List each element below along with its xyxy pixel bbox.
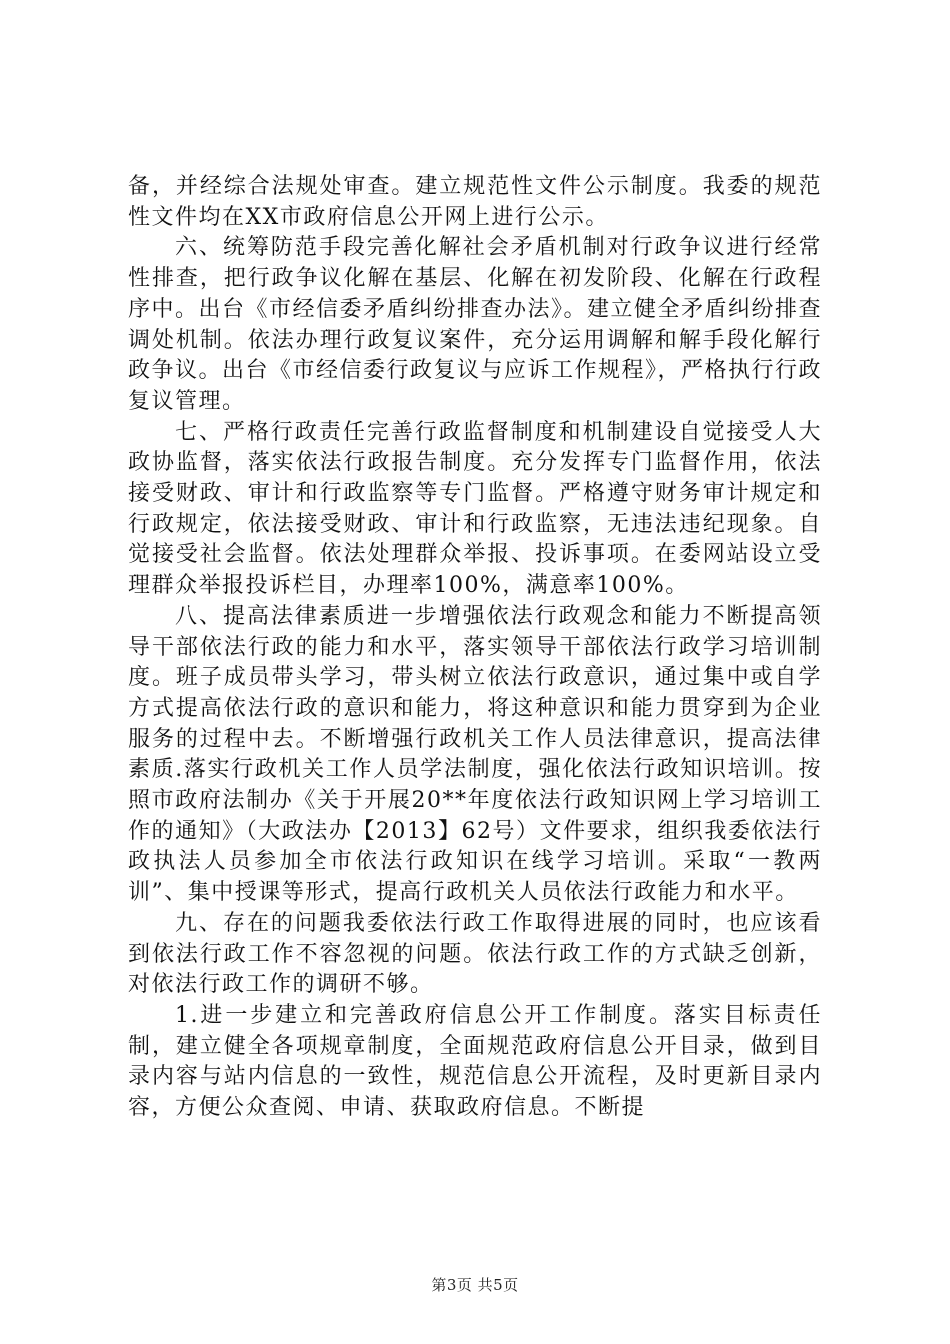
paragraph-section-9: 九、存在的问题我委依法行政工作取得进展的同时，也应该看到依法行政工作不容忽视的问题。依法行政工作的方式缺乏创新，对依法行政工作的调研不够。	[128, 910, 822, 998]
paragraph-section-6: 六、统筹防范手段完善化解社会矛盾机制对行政争议进行经常性排查，把行政争议化解在基层、化解在初发阶段、化解在行政程序中。出台《市经信委矛盾纠纷排查办法》。建立健全矛盾纠纷排查调处机制。依法办理行政复议案件，充分运用调解和解手段化解行政争议。出台《市经信委行政复议与应诉工作规程》，严格执行行政复议管理。	[128, 235, 823, 414]
paragraph-section-8: 八、提高法律素质进一步增强依法行政观念和能力不断提高领导干部依法行政的能力和水平，落实领导干部依法行政学习培训制度。班子成员带头学习，带头树立依法行政意识，通过集中或自学方式提高依法行政的意识和能力，将这种意识和能力贯穿到为企业服务的过程中去。不断增强行政机关工作人员法律意识，提高法律素质.落实行政机关工作人员学法制度，强化依法行政知识培训。按照市政府法制办《关于开展20**年度依法行政知识网上学习培训工作的通知》（大政法办【2013】62号）文件要求，组织我委依法行政执法人员参加全市依法行政知识在线学习培训。采取“一教两训”、集中授课等形式，提高行政机关人员依法行政能力和水平。	[128, 603, 822, 906]
document-body	[128, 172, 822, 1124]
page-footer: 第3页 共5页	[431, 1276, 519, 1294]
paragraph-continuation: 备，并经综合法规处审查。建立规范性文件公示制度。我委的规范性文件均在XX市政府信息公开网上进行公示。	[128, 174, 822, 230]
paragraph-section-7: 七、严格行政责任完善行政监督制度和机制建设自觉接受人大政协监督，落实依法行政报告制度。充分发挥专门监督作用，依法接受财政、审计和行政监察等专门监督。严格遵守财务审计规定和行政规定，依法接受财政、审计和行政监察，无违法违纪现象。自觉接受社会监督。依法处理群众举报、投诉事项。在委网站设立受理群众举报投诉栏目，办理率100%，满意率100%。	[128, 419, 822, 599]
paragraph-item-1: 1.进一步建立和完善政府信息公开工作制度。落实目标责任制，建立健全各项规章制度，全面规范政府信息公开目录，做到目录内容与站内信息的一致性，规范信息公开流程，及时更新目录内容，方便公众查阅、申请、获取政府信息。不断提	[128, 1002, 822, 1121]
